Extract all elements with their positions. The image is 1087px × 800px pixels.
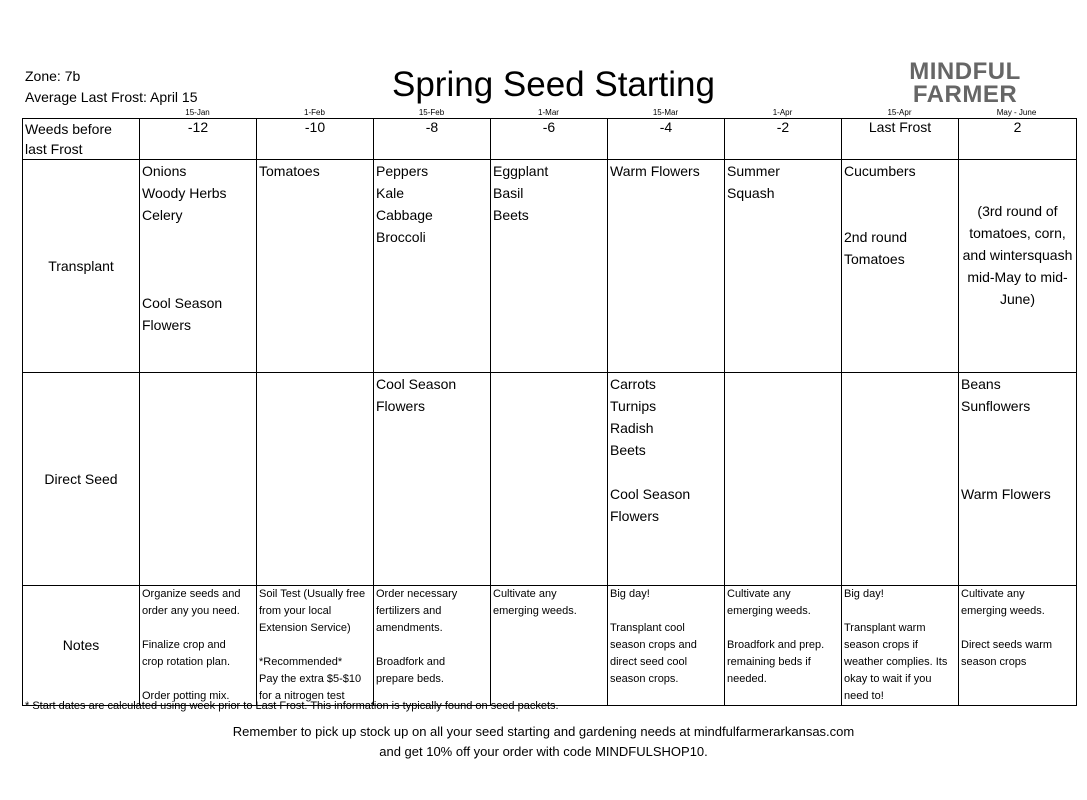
transplant-cell-line: Tomatoes — [259, 163, 320, 179]
date-label: 15-Apr — [887, 108, 912, 117]
footer-line-1: Remember to pick up stock up on all your seed starting and gardening needs at mindfulfarmerarkansas.com — [232, 724, 855, 739]
date-label: 1-Feb — [304, 108, 325, 117]
transplant-cell-line: Tomatoes — [844, 251, 905, 267]
notes-cell-line: Pay the extra $5-$10 — [259, 673, 362, 685]
direct-seed-cell-line — [961, 461, 1074, 483]
mindful-farmer-logo — [895, 60, 1035, 106]
notes-cell-line: need to! — [844, 690, 884, 702]
notes-cell-line: emerging weeds. — [727, 605, 811, 617]
notes-cell-line: weather complies. Its — [844, 656, 948, 668]
direct-seed-cell-line: Beets — [610, 442, 646, 458]
notes-cell-line: Cultivate any — [961, 588, 1025, 600]
zone-info — [25, 66, 198, 108]
direct-seed-cell-line: Sunflowers — [961, 398, 1031, 414]
direct-seed-cell — [140, 373, 257, 586]
notes-row — [23, 586, 1077, 706]
zone-label: Zone: 7b — [25, 68, 81, 84]
transplant-cell — [140, 160, 257, 373]
notes-cell-line: Soil Test (Usually free — [259, 588, 366, 600]
direct-seed-cell — [257, 373, 374, 586]
transplant-cell-line: Warm Flowers — [610, 163, 700, 179]
notes-cell-line: Finalize crop and — [142, 639, 226, 651]
notes-cell-line: *Recommended* — [259, 656, 343, 668]
transplant-cell-line: Flowers — [142, 317, 192, 333]
notes-cell-line: Big day! — [844, 588, 884, 600]
notes-cell-line: needed. — [727, 673, 767, 685]
notes-cell-line: for a nitrogen test — [259, 690, 345, 702]
notes-cell-line: Extension Service) — [259, 622, 351, 634]
notes-cell-line: Cultivate any — [727, 588, 791, 600]
notes-cell-line: Order necessary — [376, 588, 458, 600]
transplant-cell-line: Eggplant — [493, 163, 549, 179]
notes-cell-line: amendments. — [376, 622, 443, 634]
last-frost-label: Average Last Frost: April 15 — [25, 89, 198, 105]
notes-cell-line: fertilizers and — [376, 605, 442, 617]
notes-cell-line: Broadfork and — [376, 656, 446, 668]
weeks-cell: -2 — [725, 119, 842, 160]
notes-cell — [491, 586, 608, 706]
direct-seed-cell — [725, 373, 842, 586]
direct-seed-cell-line: Carrots — [610, 376, 656, 392]
direct-seed-cell — [374, 373, 491, 586]
notes-cell-line: Cultivate any — [493, 588, 557, 600]
direct-seed-cell — [842, 373, 959, 586]
direct-seed-cell — [491, 373, 608, 586]
notes-cell — [725, 586, 842, 706]
weeks-cell: -4 — [608, 119, 725, 160]
date-label: 1-Apr — [772, 108, 793, 117]
notes-cell-line: emerging weeds. — [961, 605, 1045, 617]
transplant-cell-line: 2nd round — [844, 229, 908, 245]
notes-cell — [140, 586, 257, 706]
notes-cell-line: prepare beds. — [376, 673, 444, 685]
notes-cell-line: okay to wait if you — [844, 673, 932, 685]
transplant-row — [23, 160, 1077, 373]
seed-schedule-table — [22, 118, 1077, 706]
transplant-cell-line: Peppers — [376, 163, 429, 179]
notes-cell-line: Organize seeds and — [142, 588, 241, 600]
direct-seed-cell-line: Cool Season — [610, 486, 691, 502]
notes-cell-line — [961, 620, 1074, 637]
notes-cell-line: remaining beds if — [727, 656, 811, 668]
footnote: * Start dates are calculated using week prior to Last Frost. This information is typically found on seed packets. — [25, 700, 559, 712]
date-label: 1-Mar — [538, 108, 559, 117]
notes-cell-line — [376, 637, 488, 654]
notes-cell-line: Transplant warm — [844, 622, 926, 634]
notes-label: Notes — [23, 586, 140, 706]
transplant-cell — [491, 160, 608, 373]
logo-line-2: FARMER — [912, 81, 1018, 108]
transplant-cell-line: Basil — [493, 185, 524, 201]
transplant-cell-line: Celery — [142, 207, 183, 223]
transplant-cell — [842, 160, 959, 373]
direct-seed-cell — [959, 373, 1077, 586]
transplant-cell-line — [142, 226, 254, 248]
notes-cell-line: crop rotation plan. — [142, 656, 231, 668]
notes-cell-line — [259, 637, 371, 654]
weeks-cell: -8 — [374, 119, 491, 160]
footer-line-2: and get 10% off your order with code MINDFULSHOP10. — [379, 744, 708, 759]
transplant-cell-line: Beets — [493, 207, 529, 223]
notes-cell — [374, 586, 491, 706]
transplant-cell-line: Cucumbers — [844, 163, 916, 179]
notes-cell-line: Order potting mix. — [142, 690, 230, 702]
direct-seed-cell-line: Turnips — [610, 398, 657, 414]
transplant-cell — [374, 160, 491, 373]
notes-cell-line: Transplant cool — [610, 622, 685, 634]
direct-seed-cell-line: Flowers — [376, 398, 426, 414]
weeks-cell: -10 — [257, 119, 374, 160]
notes-cell-line — [142, 620, 254, 637]
direct-seed-cell-line: Flowers — [610, 508, 660, 524]
notes-cell-line: direct seed cool — [610, 656, 688, 668]
date-label: 15-Feb — [418, 108, 445, 117]
transplant-label: Transplant — [23, 160, 140, 373]
weeks-cell: -6 — [491, 119, 608, 160]
footer — [0, 722, 1087, 762]
direct-seed-label: Direct Seed — [23, 373, 140, 586]
direct-seed-cell — [608, 373, 725, 586]
notes-cell-line: Direct seeds warm — [961, 639, 1053, 651]
notes-cell — [842, 586, 959, 706]
transplant-cell — [257, 160, 374, 373]
transplant-cell — [959, 160, 1077, 373]
logo-line-1: MINDFUL — [909, 58, 1021, 85]
weeks-cell: Last Frost — [842, 119, 959, 160]
notes-cell — [959, 586, 1077, 706]
notes-cell-line: season crops if — [844, 639, 918, 651]
date-label: 15-Mar — [652, 108, 679, 117]
transplant-cell-line — [142, 248, 254, 270]
direct-seed-cell-line: Beans — [961, 376, 1001, 392]
transplant-cell-line: Onions — [142, 163, 187, 179]
date-label: 15-Jan — [185, 108, 210, 117]
notes-cell — [608, 586, 725, 706]
direct-seed-cell-line — [961, 417, 1074, 439]
transplant-cell-line: Cool Season — [142, 295, 223, 311]
transplant-cell-line: Broccoli — [376, 229, 426, 245]
notes-cell-line — [727, 620, 839, 637]
notes-cell-line: Broadfork and prep. — [727, 639, 825, 651]
direct-seed-cell-line — [610, 461, 722, 483]
transplant-cell-line: Summer — [727, 163, 780, 179]
transplant-cell-line — [142, 270, 254, 292]
transplant-cell-line — [844, 204, 956, 226]
transplant-cell-line: Squash — [727, 185, 775, 201]
transplant-cell-line — [844, 182, 956, 204]
notes-cell-line: from your local — [259, 605, 332, 617]
page-title: Spring Seed Starting — [392, 65, 715, 104]
notes-cell-line: Big day! — [610, 588, 650, 600]
notes-cell — [257, 586, 374, 706]
weeks-label: Weeds before last Frost — [23, 119, 140, 160]
transplant-cell-line: Cabbage — [376, 207, 433, 223]
weeks-cell: 2 — [959, 119, 1077, 160]
transplant-cell-text: (3rd round of tomatoes, corn, and wintersquash mid-May to mid-June) — [962, 203, 1073, 307]
notes-cell-line: season crops — [961, 656, 1027, 668]
direct-seed-cell-line: Radish — [610, 420, 654, 436]
weeks-cell: -12 — [140, 119, 257, 160]
notes-cell-line: order any you need. — [142, 605, 240, 617]
transplant-cell-line: Kale — [376, 185, 405, 201]
direct-seed-cell-line — [961, 439, 1074, 461]
notes-cell-line: emerging weeds. — [493, 605, 577, 617]
direct-seed-cell-line: Cool Season — [376, 376, 457, 392]
transplant-cell — [725, 160, 842, 373]
date-label: May - June — [996, 108, 1037, 117]
transplant-cell — [608, 160, 725, 373]
direct-seed-cell-line: Warm Flowers — [961, 486, 1051, 502]
weeks-row — [23, 119, 1077, 160]
notes-cell-line — [610, 603, 722, 620]
transplant-cell-line: Woody Herbs — [142, 185, 227, 201]
notes-cell-line — [142, 671, 254, 688]
direct-seed-row — [23, 373, 1077, 586]
notes-cell-line: season crops. — [610, 673, 679, 685]
notes-cell-line: season crops and — [610, 639, 697, 651]
notes-cell-line — [844, 603, 956, 620]
